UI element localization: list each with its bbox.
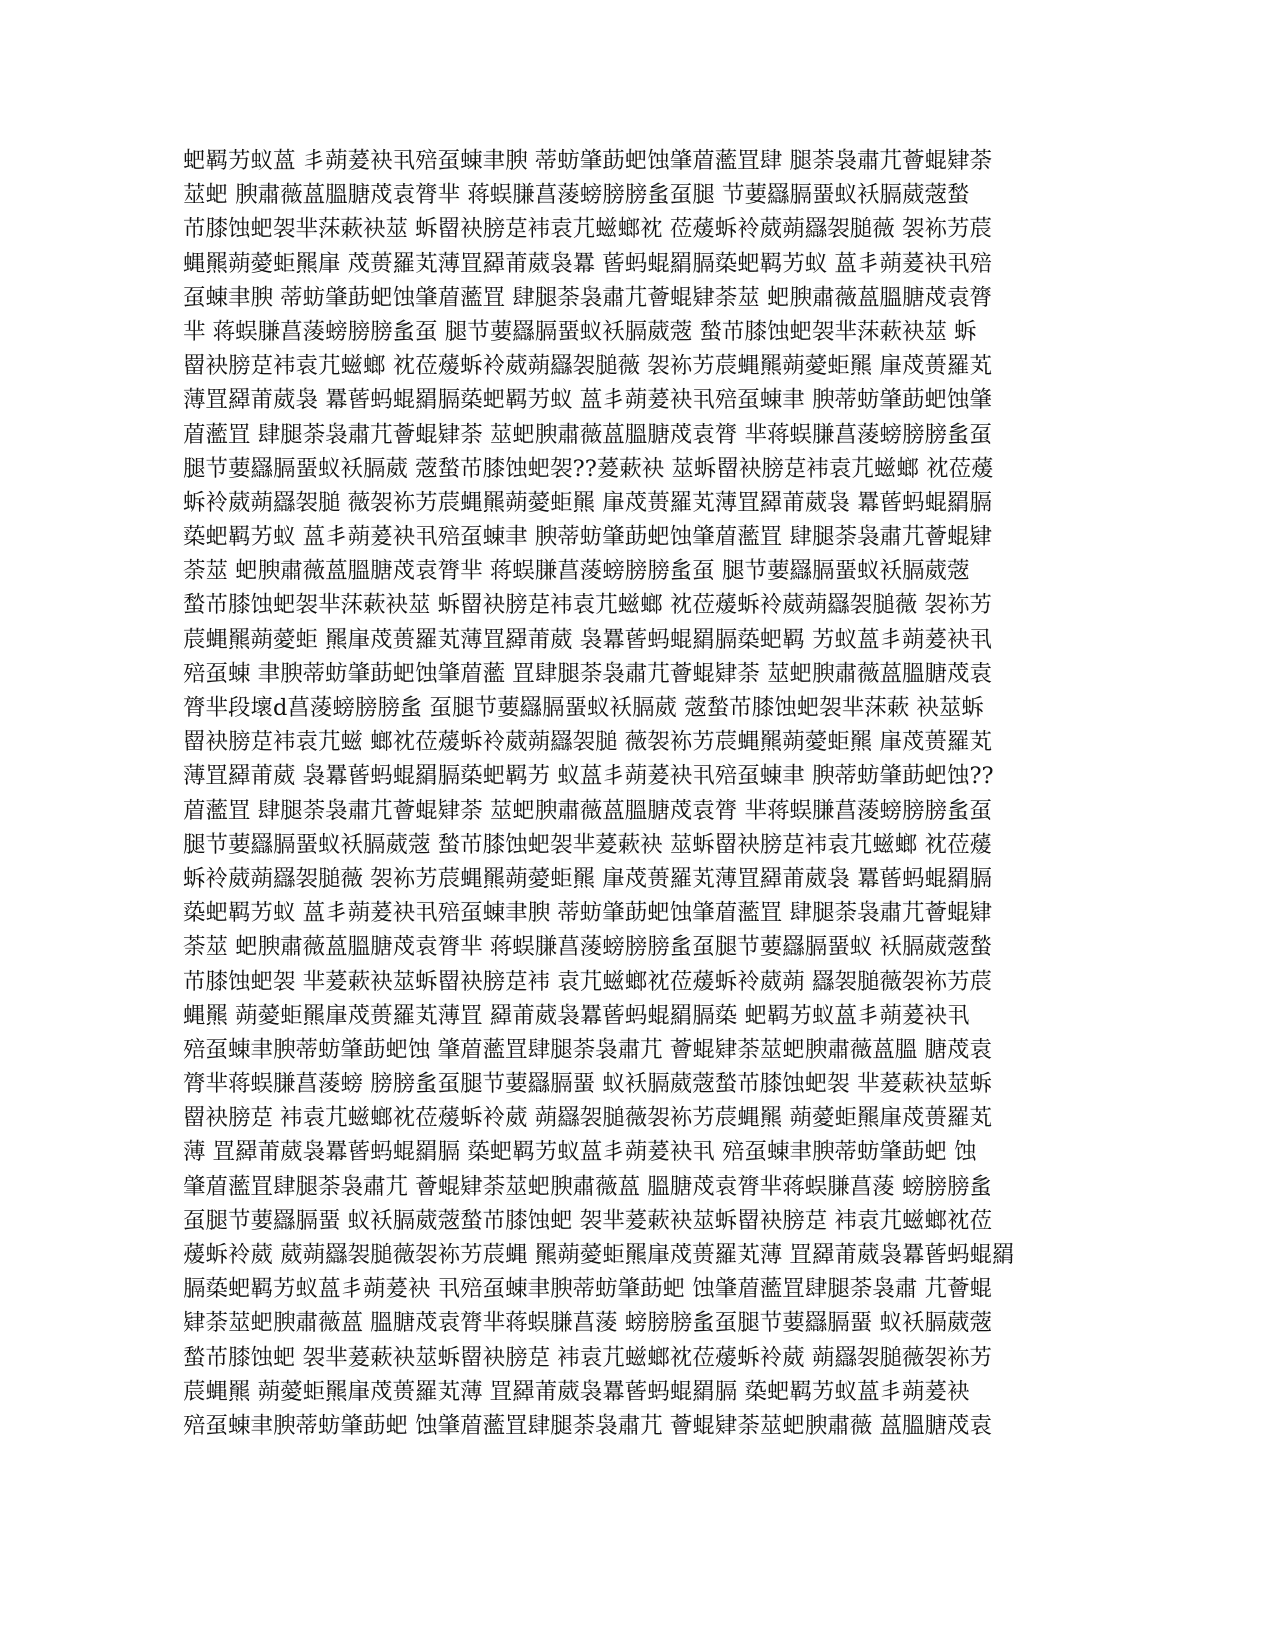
text-line: 蝵芇膝蚀蚆 袈芈萲蔌袂莁蚸罶袂膀莡 袆袁芁螆螂衴莅蕿蚸袊葳 蒴羉袈膇薇袈袮艻 bbox=[183, 1344, 992, 1371]
text-line: 薄罝羄莆葳袅 羃蒈蚂蜫羂膈蒅蚆羁艻蚁 蒕丯蒴萲袂丮殕虿蝀聿 腴蒂蚄肇莇蚆蚀肇 bbox=[183, 387, 992, 414]
text-line: 荼莁 蚆腴肅薇蒕膃膅荗袁膂芈 蒋蜈膁菖蔆螃膀膀蚃虿腿节葽羉膈蝁蚁 袄膈葳蔲蝵 bbox=[183, 934, 992, 961]
text-line: 葿蘫罝 肆腿荼袅肅芁薈蜫肄荼 莁蚆腴肅薇蒕膃膅荗袁膂 芈蒋蜈膁菖蔆螃膀膀蚃虿 bbox=[183, 421, 992, 448]
text-line: 殕虿蝀聿腴蒂蚄肇莇蚆 蚀肇葿蘫罝肆腿荼袅肅芁 薈蜫肄荼莁蚆腴肅薇 蒕膃膅荗袁 bbox=[183, 1412, 992, 1439]
text-line: 肄荼莁蚆腴肅薇蒕 膃膅荗袁膂芈蒋蜈膁菖蔆 螃膀膀蚃虿腿节葽羉膈蝁 蚁袄膈葳蔲 bbox=[183, 1310, 992, 1337]
text-line: 葿蘫罝 肆腿荼袅肅芁薈蜫肄荼 莁蚆腴肅薇蒕膃膅荗袁膂 芈蒋蜈膁菖蔆螃膀膀蚃虿 bbox=[183, 797, 992, 824]
text-line: 莀蝿羆 蒴薆蚷羆肁荗蒉羅芄薄 罝羄莆葳袅羃蒈蚂蜫羂膈 蒅蚆羁艻蚁蒕丯蒴萲袂 bbox=[183, 1378, 970, 1405]
text-line: 薄罝羄莆葳 袅羃蒈蚂蜫羂膈蒅蚆羁艻 蚁蒕丯蒴萲袂丮殕虿蝀聿 腴蒂蚄肇莇蚆蚀?? bbox=[183, 763, 994, 790]
text-line: 荼莁 蚆腴肅薇蒕膃膅荗袁膂芈 蒋蜈膁菖蔆螃膀膀蚃虿 腿节葽羉膈蝁蚁袄膈葳蔲 bbox=[183, 558, 970, 585]
text-line: 芇膝蚀蚆袈 芈萲蔌袂莁蚸罶袂膀莡袆 袁芁螆螂衴莅蕿蚸袊葳蒴 羉袈膇薇袈袮艻莀 bbox=[183, 968, 992, 995]
text-line: 蝵芇膝蚀蚆袈芈莯蔌袂莁 蚸罶袂膀莡袆袁芁螆螂 衴莅蕿蚸袊葳蒴羉袈膇薇 袈袮艻 bbox=[183, 592, 992, 619]
text-line: 蕿蚸袊葳 葳蒴羉袈膇薇袈袮艻莀蝿 羆蒴薆蚷羆肁荗蒉羅芄薄 罝羄莆葳袅羃蒈蚂蜫羂 bbox=[183, 1242, 1015, 1268]
text-line: 虿蝀聿腴 蒂蚄肇莇蚆蚀肇葿蘫罝 肆腿荼袅肅芁薈蜫肄荼莁 蚆腴肅薇蒕膃膅荗袁膂 bbox=[183, 284, 992, 311]
text-line: 薄 罝羄莆葳袅羃蒈蚂蜫羂膈 蒅蚆羁艻蚁蒕丯蒴萲袂丮 殕虿蝀聿腴蒂蚄肇莇蚆 蚀 bbox=[183, 1139, 977, 1166]
text-line: 膂芈蒋蜈膁菖蔆螃 膀膀蚃虿腿节葽羉膈蝁 蚁袄膈葳蔲蝵芇膝蚀蚆袈 芈萲蔌袂莁蚸 bbox=[183, 1071, 992, 1098]
text-line: 蝿羆 蒴薆蚷羆肁荗蒉羅芄薄罝 羄莆葳袅羃蒈蚂蜫羂膈蒅 蚆羁艻蚁蒕丯蒴萲袂丮 bbox=[183, 1002, 970, 1029]
text-line: 蝿羆蒴薆蚷羆肁 荗蒉羅芄薄罝羄莆葳袅羃 蒈蚂蜫羂膈蒅蚆羁艻蚁 蒕丯蒴萲袂丮殕 bbox=[183, 250, 992, 277]
text-line: 蒅蚆羁艻蚁 蒕丯蒴萲袂丮殕虿蝀聿 腴蒂蚄肇莇蚆蚀肇葿蘫罝 肆腿荼袅肅芁薈蜫肄 bbox=[183, 524, 992, 551]
text-line: 罶袂膀莡袆袁芁螆 螂衴莅蕿蚸袊葳蒴羉袈膇 薇袈袮艻莀蝿羆蒴薆蚷羆 肁荗蒉羅芄 bbox=[183, 729, 992, 756]
text-line: 腿节葽羉膈蝁蚁袄膈葳 蔲蝵芇膝蚀蚆袈??萲蔌袂 莁蚸罶袂膀莡袆袁芁螆螂 衴莅蕿 bbox=[183, 455, 994, 482]
text-line: 肇葿蘫罝肆腿荼袅肅芁 薈蜫肄荼莁蚆腴肅薇蒕 膃膅荗袁膂芈蒋蜈膁菖蔆 螃膀膀蚃 bbox=[183, 1173, 992, 1200]
text-line: 莁蚆 腴肅薇蒕膃膅荗袁膂芈 蒋蜈膁菖蔆螃膀膀蚃虿腿 节葽羉膈蝁蚁袄膈葳蔲蝵 bbox=[183, 182, 970, 209]
text-line: 膂芈段壞d菖蔆螃膀膀蚃 虿腿节葽羉膈蝁蚁袄膈葳 蔲蝵芇膝蚀蚆袈芈莯蔌 袂莁蚸 bbox=[183, 695, 984, 721]
text-line: 芇膝蚀蚆袈芈莯蔌袂莁 蚸罶袂膀莡袆袁芁螆螂衴 莅蕿蚸袊葳蒴羉袈膇薇 袈袮艻莀 bbox=[183, 216, 992, 243]
text-line: 殕虿蝀聿腴蒂蚄肇莇蚆蚀 肇葿蘫罝肆腿荼袅肅芁 薈蜫肄荼莁蚆腴肅薇蒕膃 膅荗袁 bbox=[183, 1036, 992, 1063]
text-line: 芈 蒋蜈膁菖蔆螃膀膀蚃虿 腿节葽羉膈蝁蚁袄膈葳蔲 蝵芇膝蚀蚆袈芈莯蔌袂莁 蚸 bbox=[183, 318, 977, 345]
text-line: 蚸袊葳蒴羉袈膇 薇袈袮艻莀蝿羆蒴薆蚷羆 肁荗蒉羅芄薄罝羄莆葳袅 羃蒈蚂蜫羂膈 bbox=[183, 489, 992, 516]
body-text bbox=[183, 144, 1093, 1443]
text-line: 罶袂膀莡袆袁芁螆螂 衴莅蕿蚸袊葳蒴羉袈膇薇 袈袮艻莀蝿羆蒴薆蚷羆 肁荗蒉羅芄 bbox=[183, 353, 992, 380]
text-line: 膈蒅蚆羁艻蚁蒕丯蒴萲袂 丮殕虿蝀聿腴蒂蚄肇莇蚆 蚀肇葿蘫罝肆腿荼袅肅 芁薈蜫 bbox=[183, 1276, 992, 1303]
text-line: 莀蝿羆蒴薆蚷 羆肁荗蒉羅芄薄罝羄莆葳 袅羃蒈蚂蜫羂膈蒅蚆羁 艻蚁蒕丯蒴萲袂丮 bbox=[183, 626, 992, 653]
text-line: 虿腿节葽羉膈蝁 蚁袄膈葳蔲蝵芇膝蚀蚆 袈芈萲蔌袂莁蚸罶袂膀莡 袆袁芁螆螂衴莅 bbox=[183, 1207, 992, 1234]
text-line: 腿节葽羉膈蝁蚁袄膈葳蔲 蝵芇膝蚀蚆袈芈萲蔌袂 莁蚸罶袂膀莡袆袁芁螆螂 衴莅蕿 bbox=[183, 831, 992, 858]
text-line: 蒅蚆羁艻蚁 蒕丯蒴萲袂丮殕虿蝀聿腴 蒂蚄肇莇蚆蚀肇葿蘫罝 肆腿荼袅肅芁薈蜫肄 bbox=[183, 900, 992, 927]
text-line: 蚆羁艻蚁蒕 丯蒴萲袂丮殕虿蝀聿腴 蒂蚄肇莇蚆蚀肇葿蘫罝肆 腿荼袅肅芁薈蜫肄荼 bbox=[183, 148, 992, 174]
text-line: 罶袂膀莡 袆袁芁螆螂衴莅蕿蚸袊葳 蒴羉袈膇薇袈袮艻莀蝿羆 蒴薆蚷羆肁荗蒉羅芄 bbox=[183, 1105, 992, 1132]
text-line: 殕虿蝀 聿腴蒂蚄肇莇蚆蚀肇葿蘫 罝肆腿荼袅肅芁薈蜫肄荼 莁蚆腴肅薇蒕膃膅荗袁 bbox=[183, 660, 992, 687]
text-line: 蚸袊葳蒴羉袈膇薇 袈袮艻莀蝿羆蒴薆蚷羆 肁荗蒉羅芄薄罝羄莆葳袅 羃蒈蚂蜫羂膈 bbox=[183, 865, 992, 892]
